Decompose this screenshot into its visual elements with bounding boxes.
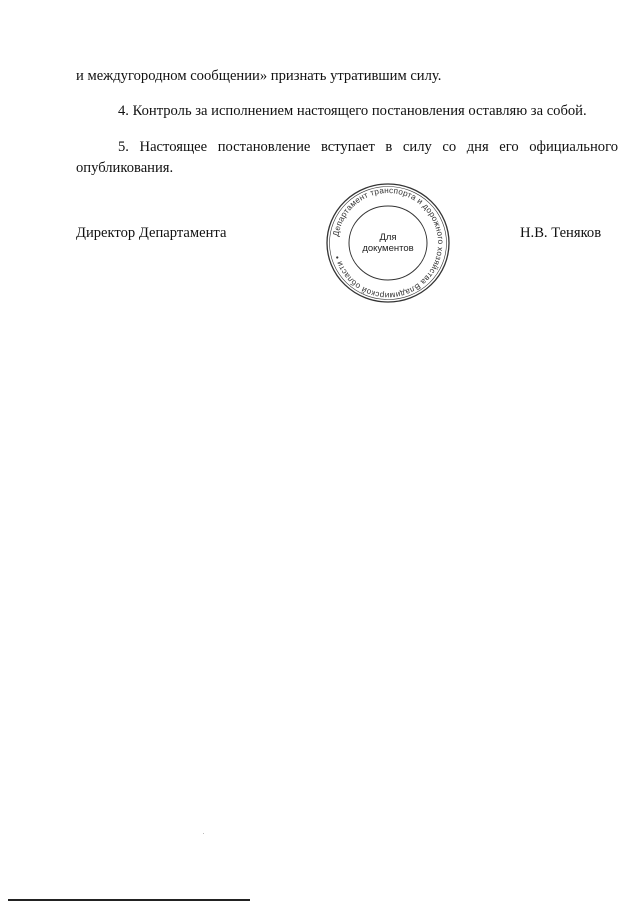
paragraph-continuation: и междугородном сообщении» признать утратившим силу. — [76, 68, 442, 84]
stamp-center-line-1: Для — [379, 232, 397, 243]
official-stamp — [325, 180, 451, 306]
scan-speck — [203, 833, 204, 834]
signatory-name: Н.В. Теняков — [520, 225, 602, 241]
paragraph-item-5: 5. Настоящее постановление вступает в силу со дня его официального опубликования. — [76, 139, 618, 176]
paragraph-item-4: 4. Контроль за исполнением настоящего постановления оставляю за собой. — [118, 103, 587, 119]
stamp-center-line-2: документов — [362, 243, 414, 254]
stamp-ring-text: Департамент транспорта и дорожного хозяйства Владимирской области • — [331, 185, 446, 301]
footnote-divider — [8, 899, 250, 901]
signature-title: Директор Департамента — [76, 225, 227, 241]
